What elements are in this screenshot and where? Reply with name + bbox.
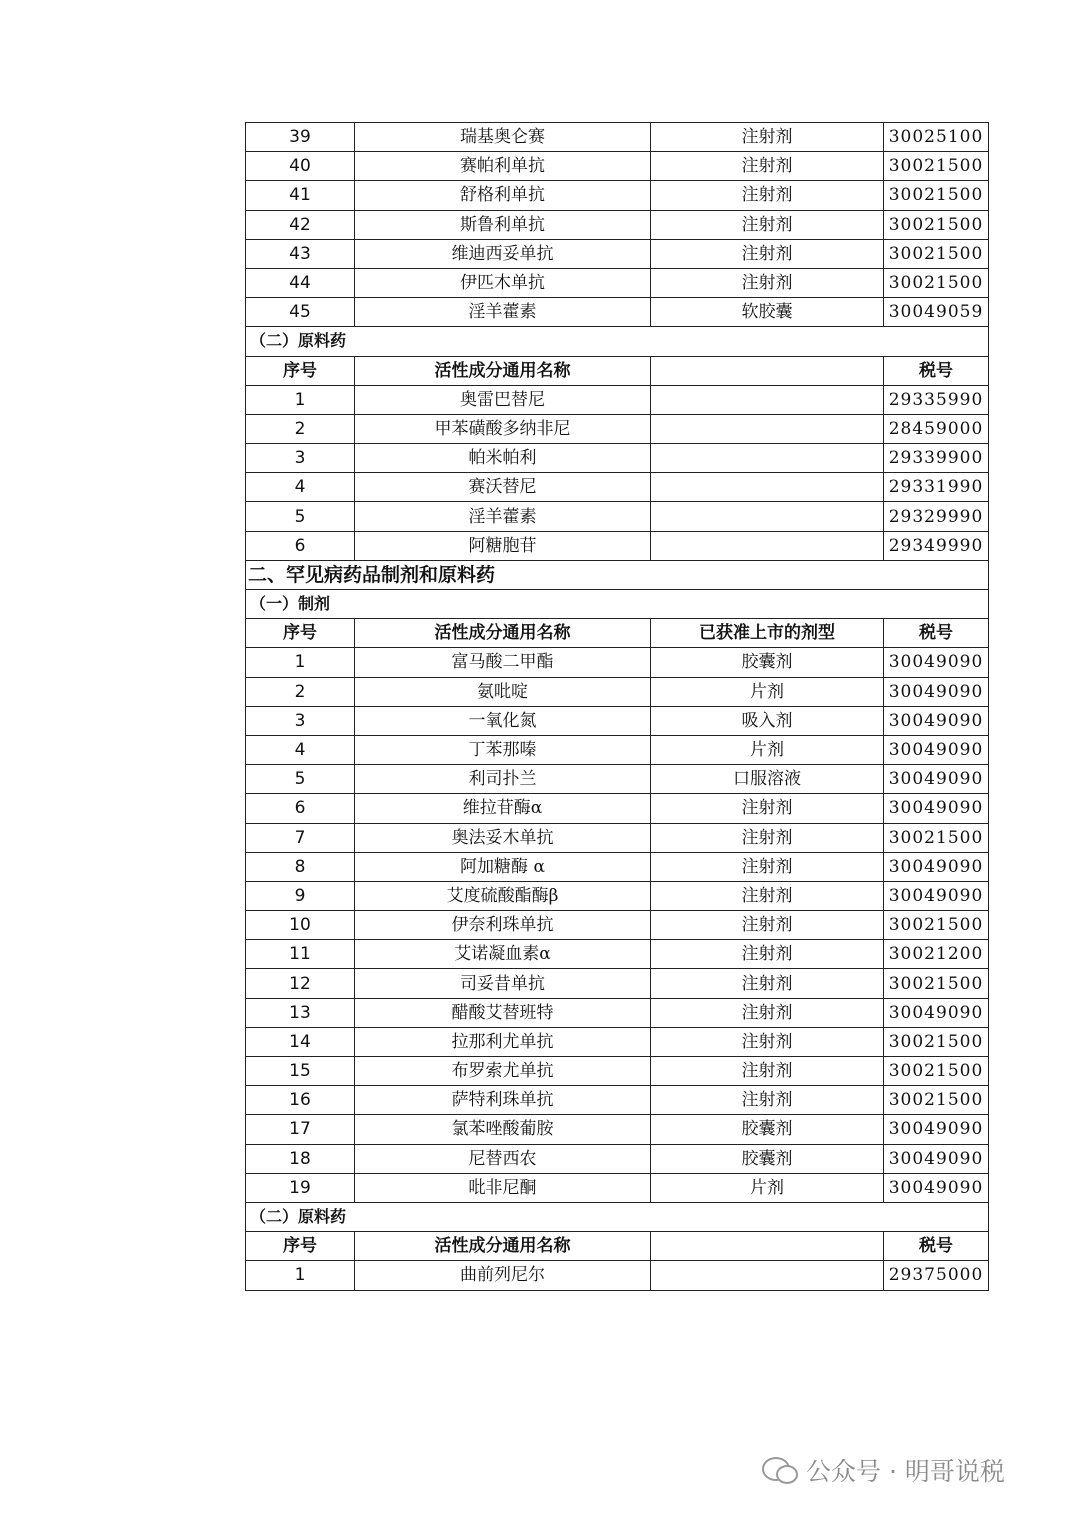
serial-number-cell: 42 (246, 210, 355, 239)
tariff-code-cell: 30021500 (884, 969, 989, 998)
ingredient-name-cell: 醋酸艾替班特 (355, 998, 651, 1027)
dosage-form-cell: 注射剂 (651, 1027, 884, 1056)
subsection-title: （二）原料药 (246, 327, 989, 356)
tariff-code-cell: 30049090 (884, 765, 989, 794)
ingredient-name-cell: 舒格利单抗 (355, 181, 651, 210)
dosage-form-cell: 吸入剂 (651, 706, 884, 735)
tariff-code-cell: 30021500 (884, 152, 989, 181)
section-title: 二、罕见病药品制剂和原料药 (246, 560, 989, 589)
dosage-form-cell: 注射剂 (651, 268, 884, 297)
tariff-code-cell: 30049090 (884, 677, 989, 706)
ingredient-name-cell: 甲苯磺酸多纳非尼 (355, 414, 651, 443)
table-row (246, 706, 989, 735)
tariff-code-cell: 30049090 (884, 706, 989, 735)
dosage-form-cell: 软胶囊 (651, 298, 884, 327)
ingredient-name-cell: 氯苯唑酸葡胺 (355, 1115, 651, 1144)
dosage-form-cell: 注射剂 (651, 152, 884, 181)
table-row (246, 1057, 989, 1086)
drug-list-table (245, 122, 989, 1291)
ingredient-name-cell: 奥法妥木单抗 (355, 823, 651, 852)
ingredient-name-cell: 斯鲁利单抗 (355, 210, 651, 239)
serial-number-cell: 11 (246, 940, 355, 969)
dosage-form-cell: 注射剂 (651, 181, 884, 210)
table-row (246, 502, 989, 531)
tariff-code-cell: 30049090 (884, 881, 989, 910)
serial-number-cell: 13 (246, 998, 355, 1027)
ingredient-name-cell: 维拉苷酶α (355, 794, 651, 823)
watermark (762, 1452, 1005, 1488)
ingredient-name-cell: 司妥昔单抗 (355, 969, 651, 998)
serial-number-cell: 4 (246, 473, 355, 502)
tariff-code-cell: 30021500 (884, 1057, 989, 1086)
table-row (246, 735, 989, 764)
serial-number-cell: 10 (246, 911, 355, 940)
tariff-code-cell: 30049090 (884, 852, 989, 881)
serial-number-cell: 45 (246, 298, 355, 327)
dosage-form-cell: 注射剂 (651, 881, 884, 910)
serial-number-cell: 16 (246, 1086, 355, 1115)
ingredient-name-cell: 布罗索尤单抗 (355, 1057, 651, 1086)
serial-number-cell: 1 (246, 385, 355, 414)
ingredient-name-cell: 赛沃替尼 (355, 473, 651, 502)
tariff-code-cell: 30021500 (884, 1086, 989, 1115)
dosage-form-cell: 注射剂 (651, 998, 884, 1027)
serial-number-cell: 8 (246, 852, 355, 881)
ingredient-name-cell: 萨特利珠单抗 (355, 1086, 651, 1115)
ingredient-name-cell: 伊奈利珠单抗 (355, 911, 651, 940)
tariff-code-cell: 30021500 (884, 181, 989, 210)
drug-list-body (246, 123, 989, 1291)
ingredient-name-cell: 淫羊藿素 (355, 502, 651, 531)
dosage-form-cell (651, 385, 884, 414)
tariff-code-cell: 30021500 (884, 1027, 989, 1056)
tariff-code-cell: 30049090 (884, 794, 989, 823)
ingredient-name-cell: 赛帕利单抗 (355, 152, 651, 181)
ingredient-name-cell: 尼替西农 (355, 1144, 651, 1173)
table-row (246, 181, 989, 210)
dosage-form-cell: 注射剂 (651, 852, 884, 881)
dosage-form-cell: 胶囊剂 (651, 1144, 884, 1173)
header-dosage-form (651, 1232, 884, 1261)
dosage-form-cell: 注射剂 (651, 123, 884, 152)
table-row (246, 852, 989, 881)
serial-number-cell: 1 (246, 1261, 355, 1290)
subsection-title: （二）原料药 (246, 1202, 989, 1231)
dosage-form-cell: 注射剂 (651, 969, 884, 998)
table-row (246, 414, 989, 443)
tariff-code-cell: 30049090 (884, 1115, 989, 1144)
table-row (246, 794, 989, 823)
dosage-form-cell: 片剂 (651, 677, 884, 706)
dosage-form-cell (651, 444, 884, 473)
table-row (246, 1144, 989, 1173)
serial-number-cell: 5 (246, 502, 355, 531)
header-ingredient-name: 活性成分通用名称 (355, 356, 651, 385)
table-row (246, 881, 989, 910)
table-row (246, 677, 989, 706)
ingredient-name-cell: 一氧化氮 (355, 706, 651, 735)
dosage-form-cell: 片剂 (651, 1173, 884, 1202)
ingredient-name-cell: 瑞基奥仑赛 (355, 123, 651, 152)
tariff-code-cell: 30049059 (884, 298, 989, 327)
subsection-title-row (246, 590, 989, 619)
header-tariff-code: 税号 (884, 356, 989, 385)
dosage-form-cell: 注射剂 (651, 1057, 884, 1086)
tariff-code-cell: 29349990 (884, 531, 989, 560)
tariff-code-cell: 30025100 (884, 123, 989, 152)
serial-number-cell: 3 (246, 444, 355, 473)
dosage-form-cell (651, 502, 884, 531)
dosage-form-cell (651, 531, 884, 560)
ingredient-name-cell: 淫羊藿素 (355, 298, 651, 327)
table-row (246, 210, 989, 239)
serial-number-cell: 6 (246, 531, 355, 560)
tariff-code-cell: 30021500 (884, 911, 989, 940)
table-row (246, 152, 989, 181)
dosage-form-cell: 注射剂 (651, 1086, 884, 1115)
ingredient-name-cell: 氨吡啶 (355, 677, 651, 706)
table-row (246, 444, 989, 473)
table-row (246, 1173, 989, 1202)
serial-number-cell: 5 (246, 765, 355, 794)
table-row (246, 823, 989, 852)
ingredient-name-cell: 吡非尼酮 (355, 1173, 651, 1202)
tariff-code-cell: 30049090 (884, 735, 989, 764)
table-header-row (246, 1232, 989, 1261)
tariff-code-cell: 29331990 (884, 473, 989, 502)
table-row (246, 385, 989, 414)
tariff-code-cell: 30049090 (884, 1144, 989, 1173)
serial-number-cell: 1 (246, 648, 355, 677)
section-title-row (246, 560, 989, 589)
serial-number-cell: 17 (246, 1115, 355, 1144)
dosage-form-cell: 胶囊剂 (651, 648, 884, 677)
ingredient-name-cell: 奥雷巴替尼 (355, 385, 651, 414)
tariff-code-cell: 30021500 (884, 210, 989, 239)
table-row (246, 268, 989, 297)
header-tariff-code: 税号 (884, 619, 989, 648)
ingredient-name-cell: 拉那利尤单抗 (355, 1027, 651, 1056)
tariff-code-cell: 30049090 (884, 998, 989, 1027)
table-header-row (246, 356, 989, 385)
serial-number-cell: 19 (246, 1173, 355, 1202)
table-row (246, 911, 989, 940)
dosage-form-cell: 片剂 (651, 735, 884, 764)
header-serial: 序号 (246, 356, 355, 385)
table-row (246, 1086, 989, 1115)
ingredient-name-cell: 维迪西妥单抗 (355, 239, 651, 268)
ingredient-name-cell: 伊匹木单抗 (355, 268, 651, 297)
dosage-form-cell: 注射剂 (651, 239, 884, 268)
header-tariff-code: 税号 (884, 1232, 989, 1261)
serial-number-cell: 18 (246, 1144, 355, 1173)
tariff-code-cell: 29339900 (884, 444, 989, 473)
subsection-title-row (246, 327, 989, 356)
table-row (246, 123, 989, 152)
tariff-code-cell: 30021200 (884, 940, 989, 969)
ingredient-name-cell: 阿糖胞苷 (355, 531, 651, 560)
ingredient-name-cell: 利司扑兰 (355, 765, 651, 794)
tariff-code-cell: 28459000 (884, 414, 989, 443)
serial-number-cell: 40 (246, 152, 355, 181)
serial-number-cell: 2 (246, 414, 355, 443)
serial-number-cell: 4 (246, 735, 355, 764)
dosage-form-cell: 注射剂 (651, 794, 884, 823)
dosage-form-cell: 注射剂 (651, 940, 884, 969)
tariff-code-cell: 29335990 (884, 385, 989, 414)
header-serial: 序号 (246, 619, 355, 648)
header-dosage-form (651, 356, 884, 385)
table-row (246, 531, 989, 560)
ingredient-name-cell: 阿加糖酶 α (355, 852, 651, 881)
serial-number-cell: 44 (246, 268, 355, 297)
table-row (246, 969, 989, 998)
tariff-code-cell: 30021500 (884, 823, 989, 852)
serial-number-cell: 12 (246, 969, 355, 998)
dosage-form-cell: 注射剂 (651, 823, 884, 852)
header-serial: 序号 (246, 1232, 355, 1261)
serial-number-cell: 9 (246, 881, 355, 910)
table-row (246, 998, 989, 1027)
tariff-code-cell: 30021500 (884, 239, 989, 268)
serial-number-cell: 6 (246, 794, 355, 823)
header-dosage-form: 已获准上市的剂型 (651, 619, 884, 648)
dosage-form-cell: 胶囊剂 (651, 1115, 884, 1144)
dosage-form-cell (651, 1261, 884, 1290)
dosage-form-cell: 注射剂 (651, 210, 884, 239)
ingredient-name-cell: 富马酸二甲酯 (355, 648, 651, 677)
ingredient-name-cell: 曲前列尼尔 (355, 1261, 651, 1290)
header-ingredient-name: 活性成分通用名称 (355, 619, 651, 648)
serial-number-cell: 14 (246, 1027, 355, 1056)
table-row (246, 1115, 989, 1144)
tariff-code-cell: 30021500 (884, 268, 989, 297)
wechat-icon (762, 1455, 798, 1485)
ingredient-name-cell: 艾诺凝血素α (355, 940, 651, 969)
tariff-code-cell: 29329990 (884, 502, 989, 531)
tariff-code-cell: 30049090 (884, 1173, 989, 1202)
ingredient-name-cell: 艾度硫酸酯酶β (355, 881, 651, 910)
table-row (246, 940, 989, 969)
serial-number-cell: 3 (246, 706, 355, 735)
serial-number-cell: 7 (246, 823, 355, 852)
table-row (246, 1027, 989, 1056)
dosage-form-cell (651, 473, 884, 502)
serial-number-cell: 15 (246, 1057, 355, 1086)
header-ingredient-name: 活性成分通用名称 (355, 1232, 651, 1261)
serial-number-cell: 41 (246, 181, 355, 210)
watermark-text: 公众号 · 明哥说税 (806, 1457, 1005, 1486)
subsection-title-row (246, 1202, 989, 1231)
tariff-code-cell: 29375000 (884, 1261, 989, 1290)
table-row (246, 239, 989, 268)
tariff-code-cell: 30049090 (884, 648, 989, 677)
dosage-form-cell: 口服溶液 (651, 765, 884, 794)
serial-number-cell: 2 (246, 677, 355, 706)
table-row (246, 1261, 989, 1290)
table-row (246, 473, 989, 502)
dosage-form-cell (651, 414, 884, 443)
table-row (246, 648, 989, 677)
ingredient-name-cell: 丁苯那嗪 (355, 735, 651, 764)
ingredient-name-cell: 帕米帕利 (355, 444, 651, 473)
dosage-form-cell: 注射剂 (651, 911, 884, 940)
table-row (246, 765, 989, 794)
table-row (246, 298, 989, 327)
subsection-title: （一）制剂 (246, 590, 989, 619)
table-header-row (246, 619, 989, 648)
serial-number-cell: 43 (246, 239, 355, 268)
serial-number-cell: 39 (246, 123, 355, 152)
